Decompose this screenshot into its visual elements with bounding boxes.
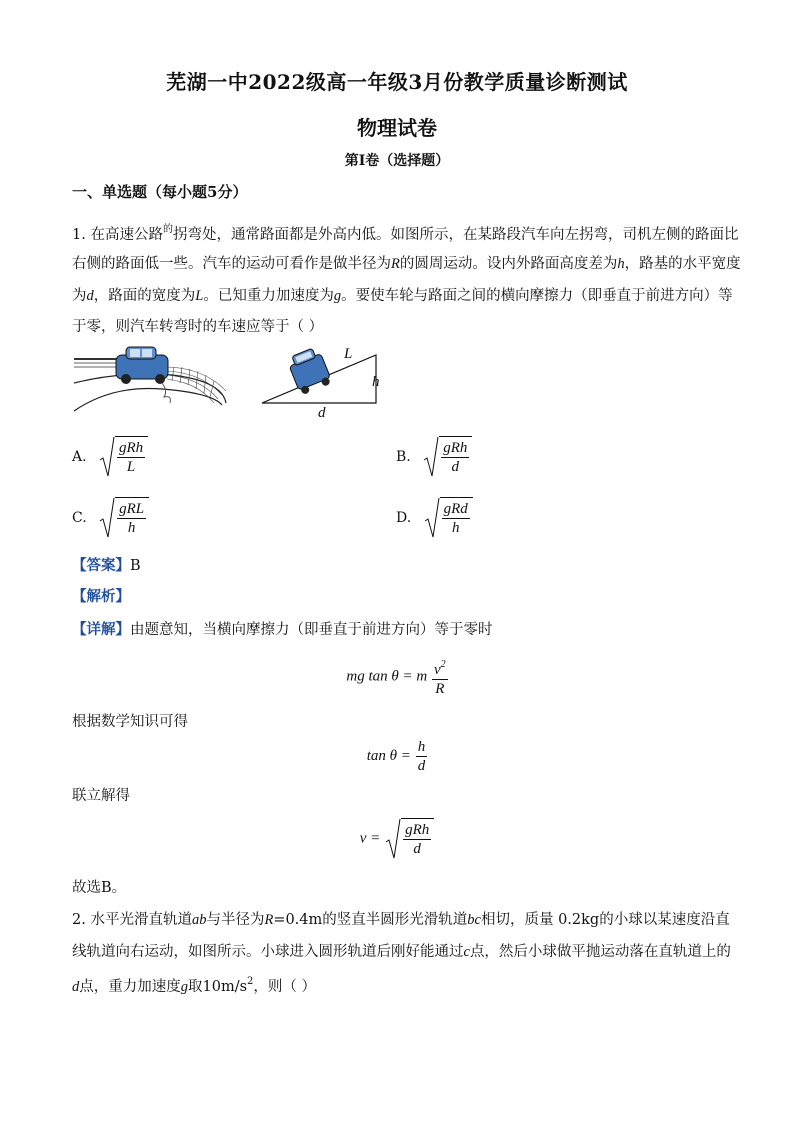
- q2-line-1: 2. 水平光滑直轨道ab与半径为R=0.4m的竖直半圆形光滑轨道bc相切，质量 0.2kg的小球以某速度沿直: [72, 912, 730, 928]
- text-combine: 联立解得: [72, 788, 130, 804]
- section-heading: 一、单选题（每小题5分）: [72, 183, 248, 201]
- answer-label: 【答案】: [72, 557, 130, 574]
- label-h: h: [372, 374, 380, 390]
- analysis-label: 【解析】: [72, 588, 130, 605]
- equation-3: v = $\frac{\text{gRh}}{d}$: [0, 818, 794, 860]
- answer-line: [72, 556, 141, 576]
- exam-part: 第Ⅰ卷（选择题）: [344, 153, 450, 169]
- q1-line-1: 1. 在高速公路$^的$拐弯处，通常路面都是外高内低。如图所示，在某路段汽车向左拐弯，司机左侧的路面比: [72, 224, 739, 243]
- q2-line-3: d点，重力加速度g取$10m/s^2$，则（ ）: [72, 976, 317, 995]
- q1-line-3: 为d，路面的宽度为L。已知重力加速度为g。要使车轮与路面之间的横向摩擦力（即垂直于前进方向）等: [72, 288, 733, 304]
- car-curve-figure: [72, 345, 228, 413]
- exam-title: 芜湖一中2022级高一年级3月份教学质量诊断测试: [166, 70, 628, 94]
- label-d: d: [318, 405, 326, 421]
- q1-line-2: 右侧的路面低一些。汽车的运动可看作是做半径为R的圆周运动。设内外路面高度差为h，路基的水平宽度: [72, 256, 741, 272]
- option-b[interactable]: B. $\frac{\text{gRh}}{d}$: [396, 436, 472, 478]
- answer-value: B: [130, 558, 141, 574]
- exam-subtitle: 物理试卷: [357, 116, 437, 140]
- text-math-knowledge: 根据数学知识可得: [72, 714, 188, 730]
- q2-line-2: 线轨道向右运动，如图所示。小球进入圆形轨道后刚好能通过c点，然后小球做平抛运动落在直轨道上的: [72, 944, 731, 960]
- option-c[interactable]: C. $\frac{\text{gRL}}{h}$: [72, 497, 149, 539]
- equation-1: mg tan θ = m $\frac{v^2}{R}$: [0, 656, 794, 698]
- q1-line-4: 于零，则汽车转弯时的车速应等于（ ）: [72, 319, 324, 335]
- detail-line: 【详解】由题意知，当横向摩擦力（即垂直于前进方向）等于零时: [72, 621, 493, 638]
- conclusion: 故选B。: [72, 880, 127, 896]
- option-d[interactable]: D. $\frac{\text{gRd}}{h}$: [396, 497, 473, 539]
- label-L: L: [344, 346, 353, 362]
- equation-2: tan θ = $\frac{h}{d}$: [366, 739, 426, 774]
- option-a[interactable]: A. $\frac{\text{gRh}}{L}$: [72, 436, 148, 478]
